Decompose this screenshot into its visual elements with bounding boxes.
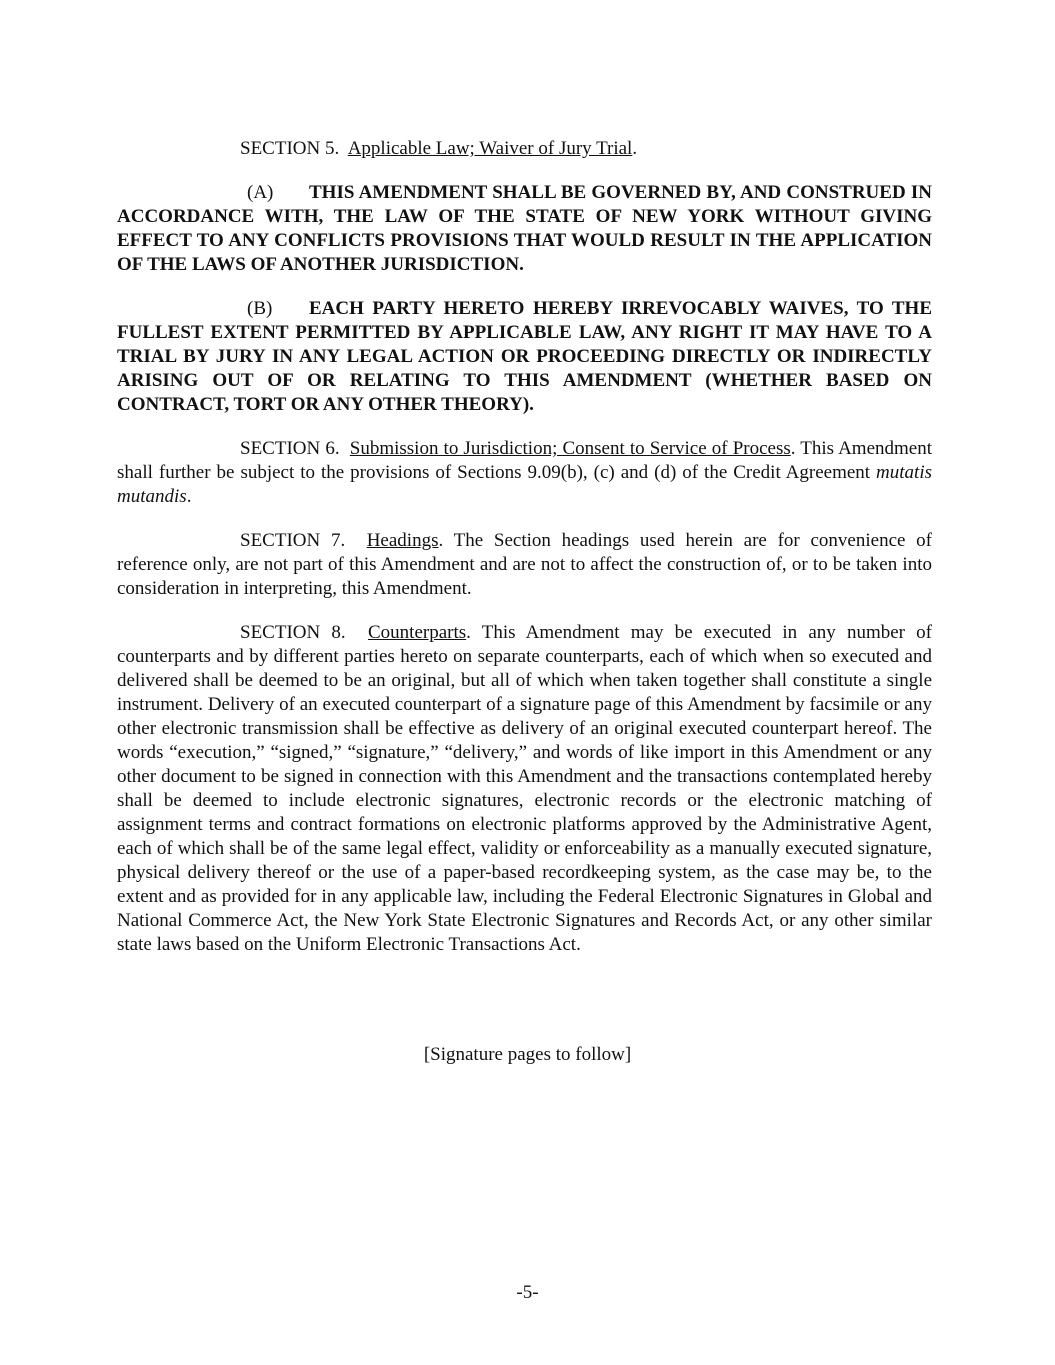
section-6-body: . This Amendment shall further be subject to the provisions of Sections 9.09(b), (c) and (d) of the Credit Agreement (117, 438, 932, 483)
signature-note: [Signature pages to follow] (423, 1044, 632, 1065)
section-7-paragraph (117, 529, 932, 601)
section-6-paragraph (117, 437, 932, 509)
section-8-label: SECTION 8. (240, 622, 346, 643)
section-5-period: . (632, 138, 638, 159)
paragraph-b-label: (B) (247, 298, 273, 319)
section-6-label: SECTION 6. (240, 438, 340, 459)
paragraph-b-text: EACH PARTY HERETO HEREBY IRREVOCABLY WAIVES, TO THE FULLEST EXTENT PERMITTED BY APPLICABLE LAW, ANY RIGHT IT MAY HAVE TO A TRIAL BY JURY IN ANY LEGAL ACTION OR PROCEEDING DIRECTLY OR INDIRECTLY ARISING OUT OF OR RELATING TO THIS AMENDMENT (WHETHER BASED ON CONTRACT, TORT OR ANY OTHER THEORY). (117, 298, 932, 415)
section-8-paragraph (117, 621, 932, 957)
paragraph-a-label: (A) (247, 182, 274, 203)
section-7-label: SECTION 7. (240, 530, 346, 551)
page-number: -5- (516, 1282, 539, 1303)
section-7-title: Headings (366, 530, 439, 551)
section-6-italic: mutatis mutandis (117, 462, 932, 507)
section-8-title: Counterparts (368, 622, 467, 643)
section-7-body: . The Section headings used herein are for convenience of reference only, are not part of this Amendment and are not to affect the construction of, or to be taken into consideration in interpreting, this Amendment. (117, 530, 932, 599)
section-6-end: . (186, 486, 192, 507)
section-8-body: . This Amendment may be executed in any number of counterparts and by different parties hereto on separate counterparts, each of which when so executed and delivered shall be deemed to be an original, but all of which when taken together shall constitute a single instrument. Delivery of an executed counterpart of a signature page of this Amendment by facsimile or any other electronic transmission shall be effective as delivery of an original executed counterpart hereof. The words “execution,” “signed,” “signature,” “delivery,” and words of like import in this Amendment or any other document to be signed in connection with this Amendment and the transactions contemplated hereby shall be deemed to include electronic signatures, electronic records or the electronic matching of assignment terms and contract formations on electronic platforms approved by the Administrative Agent, each of which shall be of the same legal effect, validity or enforceability as a manually executed signature, physical delivery thereof or the use of a paper-based recordkeeping system, as the case may be, to the extent and as provided for in any applicable law, including the Federal Electronic Signatures in Global and National Commerce Act, the New York State Electronic Signatures and Records Act, or any other similar state laws based on the Uniform Electronic Transactions Act. (117, 622, 932, 955)
section-5-heading (117, 137, 932, 161)
section-5-title: Applicable Law; Waiver of Jury Trial (347, 138, 633, 159)
section-5-paragraph-a (117, 181, 932, 277)
paragraph-a-text: THIS AMENDMENT SHALL BE GOVERNED BY, AND CONSTRUED IN ACCORDANCE WITH, THE LAW OF THE STATE OF NEW YORK WITHOUT GIVING EFFECT TO ANY CONFLICTS PROVISIONS THAT WOULD RESULT IN THE APPLICATION OF THE LAWS OF ANOTHER JURISDICTION. (117, 182, 932, 275)
section-6-title: Submission to Jurisdiction; Consent to Service of Process (349, 438, 791, 459)
section-5-label: SECTION 5. (240, 138, 340, 159)
section-5-paragraph-b (117, 297, 932, 417)
